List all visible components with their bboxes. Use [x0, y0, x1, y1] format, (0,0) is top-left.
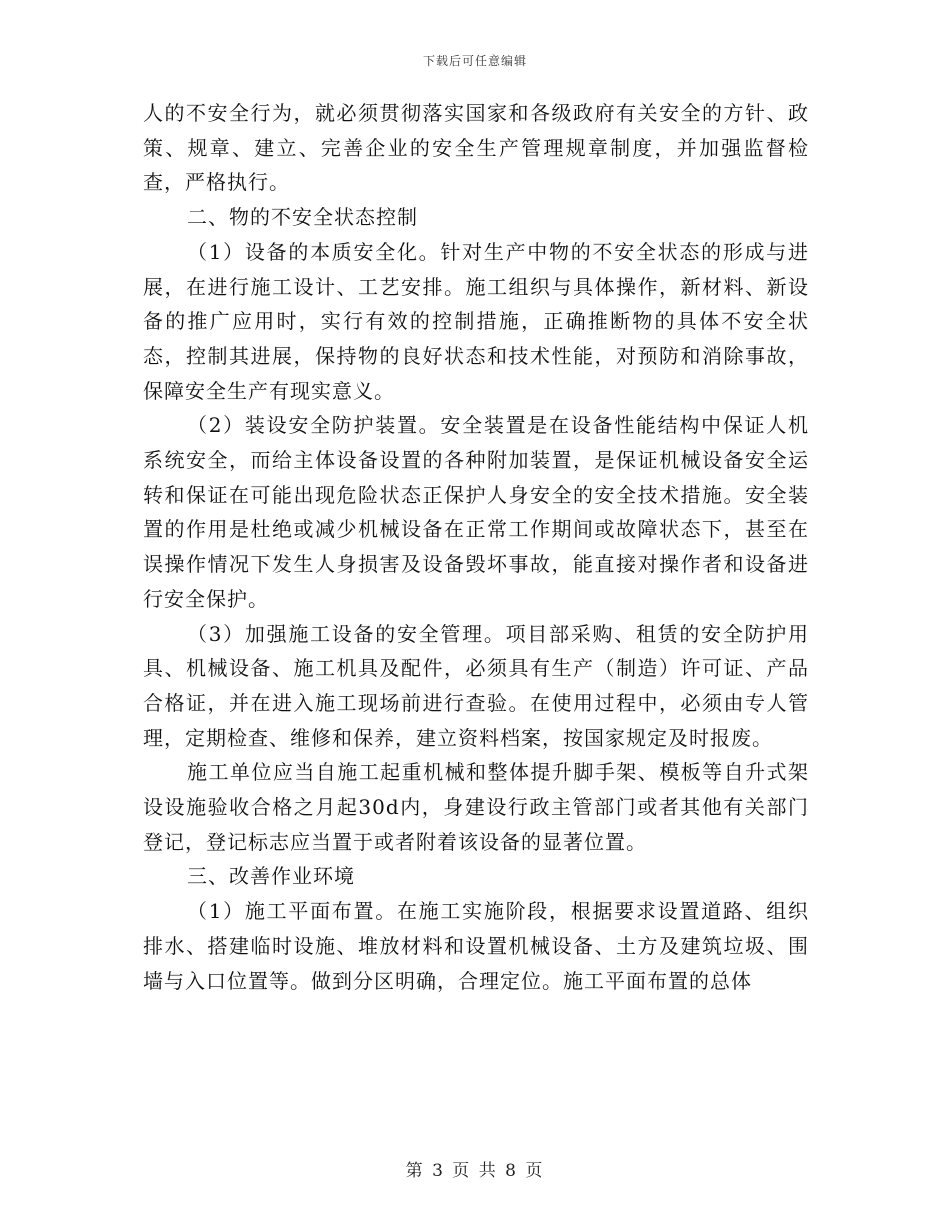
- paragraph-continuation: 人的不安全行为，就必须贯彻落实国家和各级政府有关安全的方针、政策、规章、建立、完善企业的安全生产管理规章制度，并加强监督检查，严格执行。: [143, 101, 809, 195]
- paragraph-registration: 施工单位应当自施工起重机械和整体提升脚手架、模板等自升式架设设施验收合格之月起30d内，身建设行政主管部门或者其他有关部门登记，登记标志应当置于或者附着该设备的显著位置。: [143, 760, 809, 854]
- section-heading-2: 二、物的不安全状态控制: [187, 205, 418, 230]
- document-body: [143, 96, 809, 998]
- paragraph-item-1: （1）设备的本质安全化。针对生产中物的不安全状态的形成与进展，在进行施工设计、工艺安排。施工组织与具体操作，新材料、新设备的推广应用时，实行有效的控制措施，正确推断物的具体不安全状态，控制其进展，保持物的良好状态和技术性能，对预防和消除事故，保障安全生产有现实意义。: [143, 239, 809, 403]
- section-heading-3: 三、改善作业环境: [187, 864, 355, 889]
- page-number-footer: 第 3 页 共 8 页: [405, 1161, 545, 1181]
- paragraph-layout: （1）施工平面布置。在施工实施阶段，根据要求设置道路、组织排水、搭建临时设施、堆放材料和设置机械设备、土方及建筑垃圾、围墙与入口位置等。做到分区明确，合理定位。施工平面布置的总体: [143, 899, 809, 993]
- paragraph-item-2: （2）装设安全防护装置。安全装置是在设备性能结构中保证人机系统安全，而给主体设备设置的各种附加装置，是保证机械设备安全运转和保证在可能出现危险状态正保护人身安全的安全技术措施。安全装置的作用是杜绝或减少机械设备在正常工作期间或故障状态下，甚至在误操作情况下发生人身损害及设备毁坏事故，能直接对操作者和设备进行安全保护。: [143, 413, 809, 611]
- paragraph-item-3: （3）加强施工设备的安全管理。项目部采购、租赁的安全防护用具、机械设备、施工机具及配件，必须具有生产（制造）许可证、产品合格证，并在进入施工现场前进行查验。在使用过程中，必须由专人管理，定期检查、维修和保养，建立资料档案，按国家规定及时报废。: [143, 621, 809, 750]
- page-header-note: 下载后可任意编辑: [422, 54, 527, 68]
